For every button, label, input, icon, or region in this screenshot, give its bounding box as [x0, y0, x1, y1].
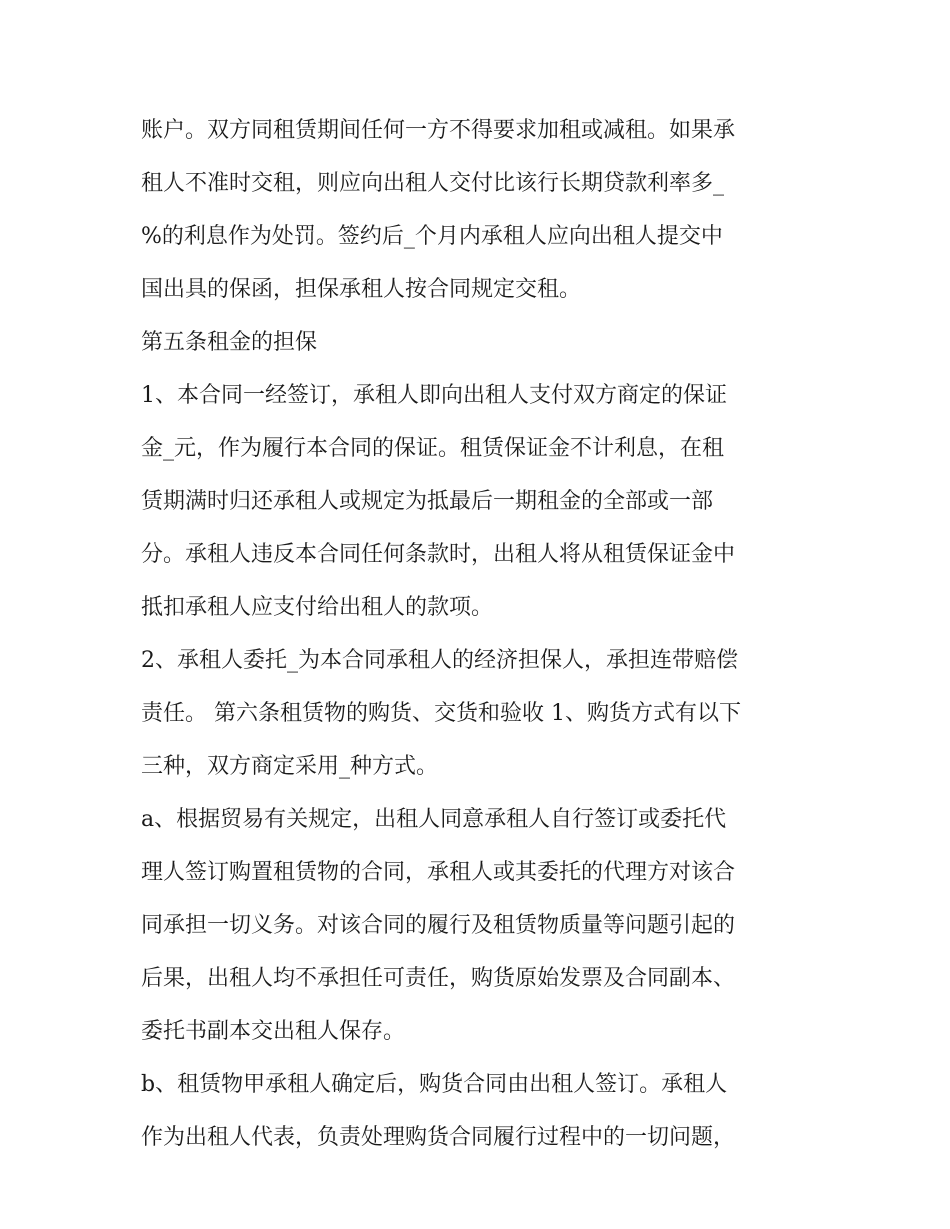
text-line: 委托书副本交出租人保存。	[141, 1019, 406, 1044]
text-line: %的利息作为处罚。签约后_个月内承租人应向出租人提交中	[141, 224, 723, 249]
section-heading-article-5	[141, 316, 821, 369]
text-line: 同承担一切义务。对该合同的履行及租赁物质量等问题引起的	[141, 913, 736, 938]
paragraph-rent-payment	[141, 104, 821, 316]
text-line: 责任。 第六条租赁物的购货、交货和验收 1、购货方式有以下	[141, 701, 741, 726]
text-line: 理人签订购置租赁物的合同，承租人或其委托的代理方对该合	[141, 860, 736, 885]
text-line: 三种，双方商定采用_种方式。	[141, 754, 439, 779]
paragraph-option-a	[141, 793, 821, 1058]
text-line: 1、本合同一经签订，承租人即向出租人支付双方商定的保证	[141, 383, 727, 408]
text-line: 租人不准时交租，则应向出租人交付比该行长期贷款利率多_	[141, 171, 725, 196]
text-line: 金_元，作为履行本合同的保证。租赁保证金不计利息，在租	[141, 436, 725, 461]
text-line: 抵扣承租人应支付给出租人的款项。	[141, 595, 494, 620]
text-line: 赁期满时归还承租人或规定为抵最后一期租金的全部或一部	[141, 489, 714, 514]
text-line: a、根据贸易有关规定，出租人同意承租人自行签订或委托代	[141, 807, 727, 832]
section-heading: 第五条租金的担保	[141, 330, 318, 355]
text-line: 作为出租人代表，负责处理购货合同履行过程中的一切问题，	[141, 1125, 736, 1150]
paragraph-guarantor	[141, 634, 821, 793]
text-line: b、租赁物甲承租人确定后，购货合同由出租人签订。承租人	[141, 1072, 728, 1097]
text-line: 账户。双方同租赁期间任何一方不得要求加租或减租。如果承	[141, 118, 736, 143]
text-line: 分。承租人违反本合同任何条款时，出租人将从租赁保证金中	[141, 542, 736, 567]
paragraph-option-b	[141, 1058, 821, 1164]
text-line: 后果，出租人均不承担任可责任，购货原始发票及合同副本、	[141, 966, 736, 991]
text-line: 国出具的保函，担保承租人按合同规定交租。	[141, 277, 582, 302]
paragraph-deposit	[141, 369, 821, 634]
document-body	[141, 104, 821, 1164]
text-line: 2、承租人委托_为本合同承租人的经济担保人，承担连带赔偿	[141, 648, 738, 673]
